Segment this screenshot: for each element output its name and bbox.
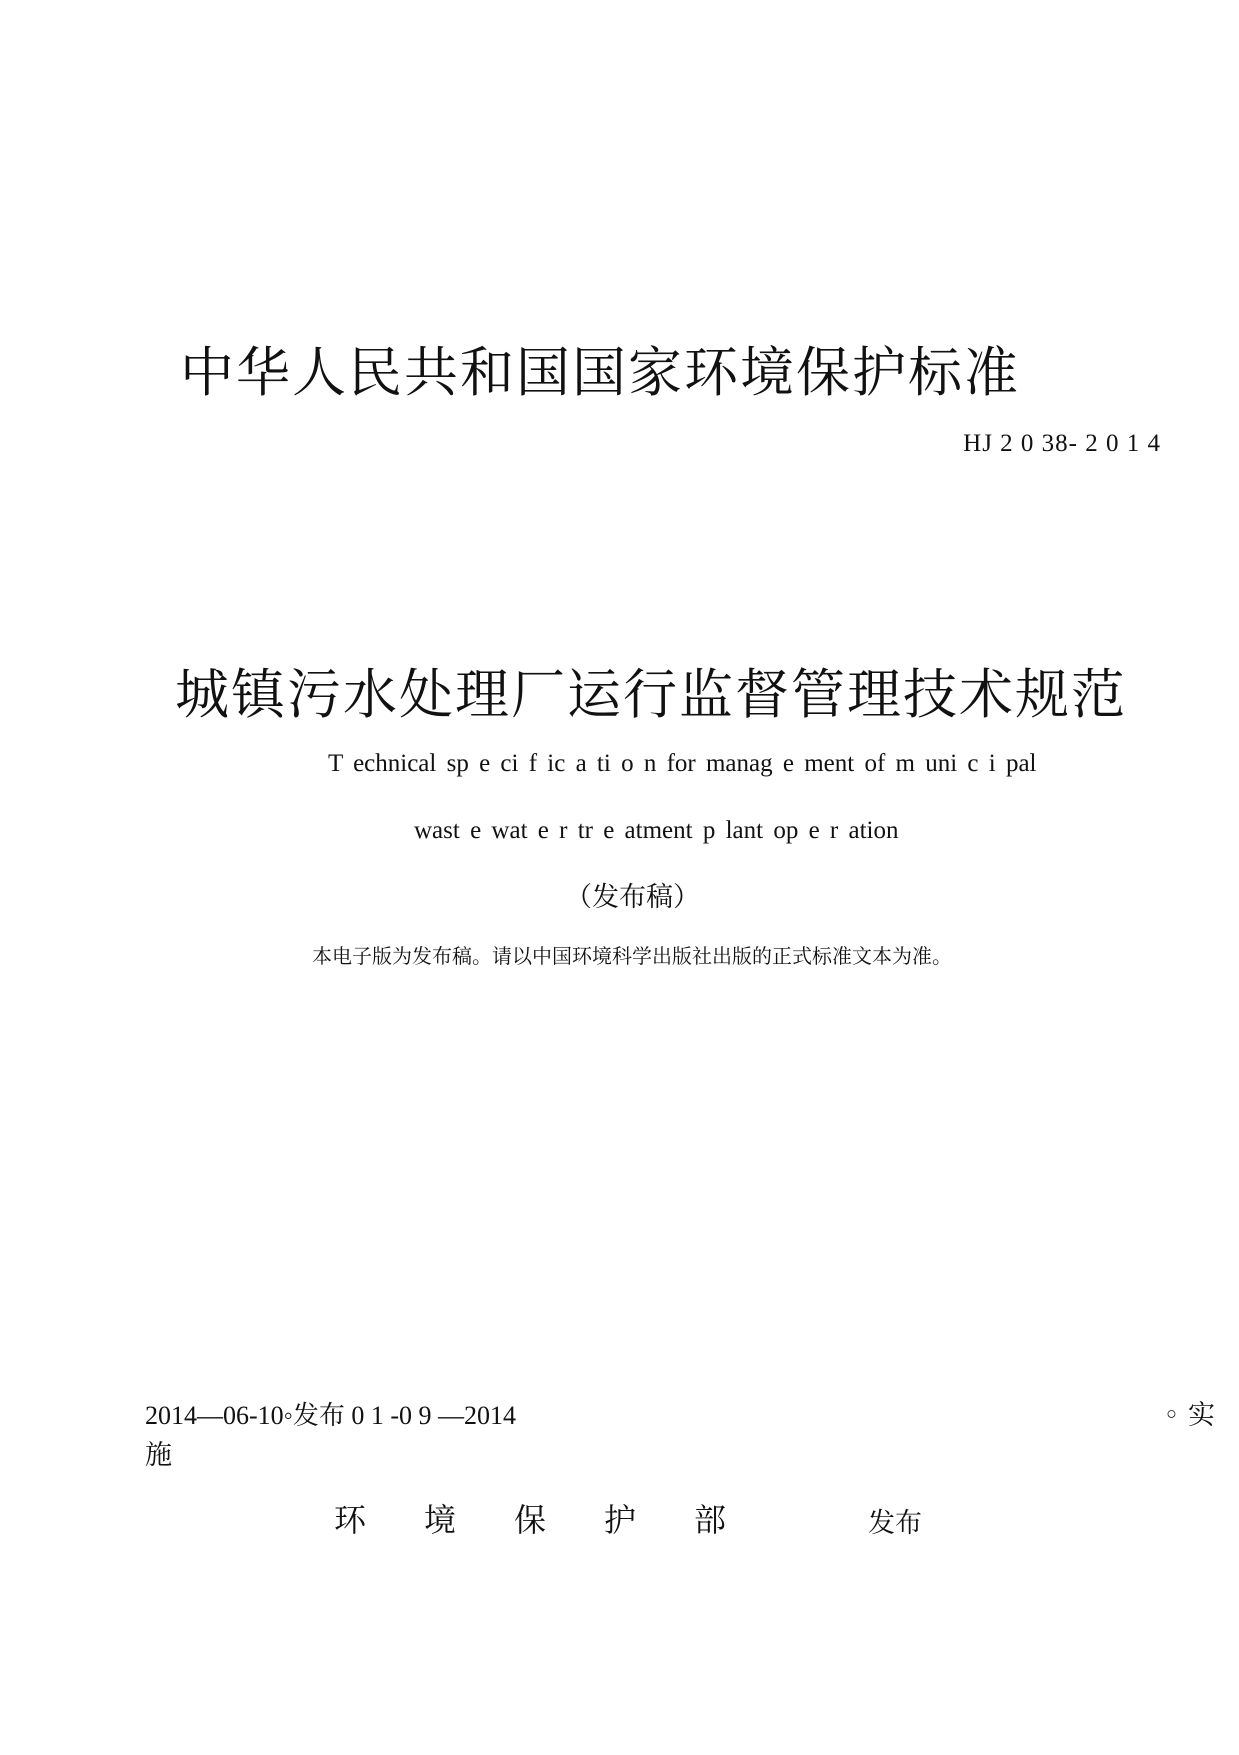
standard-category-title: 中华人民共和国国家环境保护标准 (180, 341, 1020, 404)
draft-label: （发布稿） (565, 882, 700, 913)
issuing-authority: 环境保护部 (334, 1501, 785, 1539)
issue-action: 发布 (868, 1508, 922, 1539)
english-title-line-2: wast e wat e r tr e atment p lant op e r ation (414, 817, 899, 844)
document-title: 城镇污水处理厂运行监督管理技术规范 (175, 663, 1127, 726)
release-notice: 本电子版为发布稿。请以中国环境科学出版社出版的正式标准文本为准。 (312, 944, 952, 968)
implement-label-wrap: 施 (145, 1440, 172, 1471)
standard-number: HJ 2 0 38- 2 0 1 4 (963, 430, 1161, 457)
publish-implement-dates: 2014—06-10◦发布 0 1 -0 9 —2014 (145, 1401, 517, 1430)
implement-label-suffix: ◦ 实 (1163, 1400, 1215, 1431)
english-title-line-1: T echnical sp e ci f ic a ti o n for manag e ment of m uni c i pal (328, 750, 1037, 777)
